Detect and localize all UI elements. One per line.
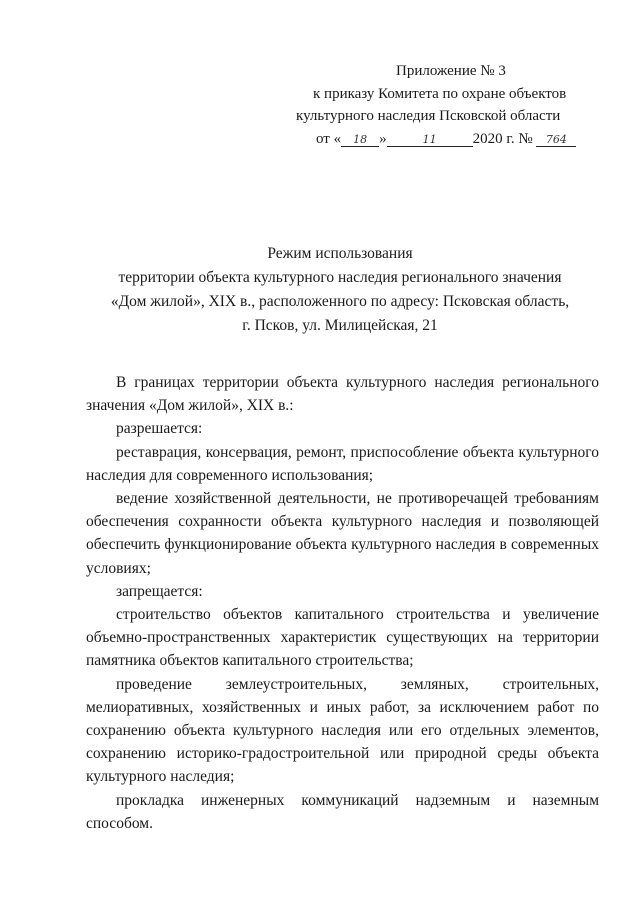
title-line-1: Режим использования bbox=[267, 245, 413, 262]
forbidden-label: запрещается: bbox=[116, 582, 203, 600]
intro-paragraph: В границах территории объекта культурного наследия регионального значения «Дом жилой», XIX в.: bbox=[86, 374, 599, 415]
allowed-item-1: реставрация, консервация, ремонт, приспособление объекта культурного наследия для современного использования; bbox=[86, 443, 599, 484]
allowed-label: разрешается: bbox=[116, 420, 203, 438]
committee-name: культурного наследия Псковской области bbox=[296, 108, 561, 124]
date-day-blank bbox=[341, 128, 379, 147]
forbidden-item-2: проведение землеустроительных, земляных, строительных, мелиоративных, хозяйственных и иных работ, за исключением работ по сохранению объекта культурного наследия или его отдельных элементов, сохранению историко-градостроительной или природной среды объекта культурного наследия; bbox=[86, 675, 599, 786]
appendix-number: Приложение № 3 bbox=[396, 63, 506, 79]
date-month-blank bbox=[387, 128, 473, 147]
order-date-line bbox=[296, 128, 606, 151]
date-prefix: от « bbox=[316, 130, 342, 147]
order-reference: к приказу Комитета по охране объектов bbox=[313, 85, 567, 102]
document-title bbox=[60, 242, 620, 338]
date-month-handwritten: 11 bbox=[422, 132, 437, 146]
date-year-number-label: 2020 г. № bbox=[472, 130, 533, 147]
order-number-blank bbox=[536, 128, 576, 147]
title-line-3: «Дом жилой», XIX в., расположенного по адресу: Псковская область, bbox=[110, 293, 570, 310]
allowed-item-2: ведение хозяйственной деятельности, не противоречащей требованиям обеспечения сохранности объекта культурного наследия и позволяющей обеспечить функционирование объекта культурного наследия в современных условиях; bbox=[86, 490, 599, 577]
forbidden-item-1: строительство объектов капитального строительства и увеличение объемно-пространственных характеристик существующих на территории памятника объектов капитального строительства; bbox=[86, 606, 599, 670]
forbidden-item-3: прокладка инженерных коммуникаций надземным и наземным способом. bbox=[86, 791, 599, 832]
date-close-quote: » bbox=[379, 130, 387, 147]
order-number-handwritten: 764 bbox=[545, 132, 567, 146]
document-body bbox=[86, 371, 599, 835]
title-line-2: территории объекта культурного наследия регионального значения bbox=[118, 269, 562, 286]
date-day-handwritten: 18 bbox=[353, 132, 368, 146]
title-line-4: г. Псков, ул. Милицейская, 21 bbox=[242, 317, 438, 334]
appendix-header bbox=[296, 60, 606, 150]
